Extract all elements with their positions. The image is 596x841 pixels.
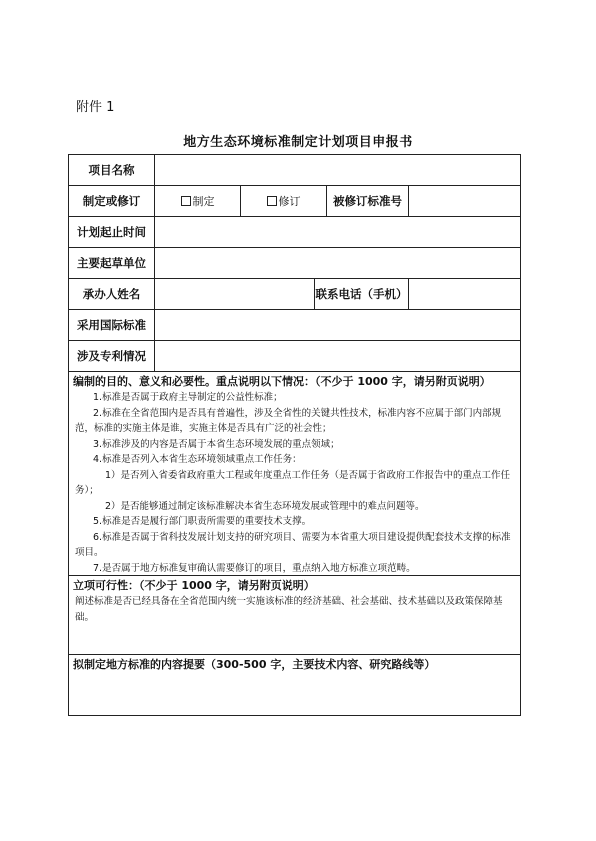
make-or-revise-label: 制定或修订 xyxy=(69,186,155,216)
project-name-label: 项目名称 xyxy=(69,155,155,185)
purpose-line: 7.是否属于地方标准复审确认需要修订的项目，重点纳入地方标准立项范畴。 xyxy=(93,562,416,574)
contact-name-field[interactable] xyxy=(155,279,315,309)
row-plan-period xyxy=(69,217,520,248)
application-form-table xyxy=(68,154,521,716)
option-revise[interactable] xyxy=(241,186,327,216)
row-contact xyxy=(69,279,520,310)
row-project-name xyxy=(69,155,520,186)
attachment-label: 附件 1 xyxy=(76,100,115,115)
section-purpose[interactable] xyxy=(69,372,520,576)
checkbox-revise-icon[interactable] xyxy=(267,196,277,206)
main-drafter-label: 主要起草单位 xyxy=(69,248,155,278)
purpose-line: 3.标准涉及的内容是否属于本省生态环境发展的重点领域； xyxy=(93,438,340,450)
contact-phone-field[interactable] xyxy=(409,279,520,309)
purpose-heading: 编制的目的、意义和必要性。重点说明以下情况：（不少于 1000 字，请另附页说明） xyxy=(73,375,491,388)
purpose-line: 6.标准是否属于省科技发展计划支持的研究项目、需要为本省重大项目建设提供配套技术支撑的标准项目。 xyxy=(75,531,511,558)
purpose-line: 4.标准是否列入本省生态环境领域重点工作任务： xyxy=(93,454,302,465)
content-summary-heading: 拟制定地方标准的内容提要（300-500 字，主要技术内容、研究路线等） xyxy=(73,658,436,671)
option-revise-label: 修订 xyxy=(278,195,301,208)
patent-field[interactable] xyxy=(155,341,520,371)
feasibility-body xyxy=(69,593,520,625)
revised-std-no-label: 被修订标准号 xyxy=(327,186,409,216)
purpose-line: 1.标准是否属于政府主导制定的公益性标准； xyxy=(93,392,283,403)
project-name-field[interactable] xyxy=(155,155,520,185)
feasibility-text: 阐述标准是否已经具备在全省范围内统一实施该标准的经济基础、社会基础、技术基础以及政策保障基础。 xyxy=(75,596,503,623)
main-drafter-field[interactable] xyxy=(155,248,520,278)
row-intl-std xyxy=(69,310,520,341)
row-patent xyxy=(69,341,520,372)
plan-period-label: 计划起止时间 xyxy=(69,217,155,247)
purpose-line: 5.标准是否是履行部门职责所需要的重要技术支撑。 xyxy=(93,516,312,527)
form-title: 地方生态环境标准制定计划项目申报书 xyxy=(183,135,413,150)
purpose-line: 2.标准在全省范围内是否具有普遍性，涉及全省性的关键共性技术，标准内容不应属于部门内部规范，标准的实施主体是谁，实施主体是否具有广泛的社会性； xyxy=(75,407,502,434)
plan-period-field[interactable] xyxy=(155,217,520,247)
row-make-or-revise xyxy=(69,186,520,217)
revised-std-no-field[interactable] xyxy=(409,186,520,216)
intl-std-field[interactable] xyxy=(155,310,520,340)
option-make[interactable] xyxy=(155,186,241,216)
patent-label: 涉及专利情况 xyxy=(69,341,155,371)
purpose-body xyxy=(69,389,520,576)
row-main-drafter xyxy=(69,248,520,279)
section-content-summary[interactable] xyxy=(69,655,520,715)
intl-std-label: 采用国际标准 xyxy=(69,310,155,340)
section-feasibility[interactable] xyxy=(69,576,520,655)
purpose-line: 2）是否能够通过制定该标准解决本省生态环境发展或管理中的难点问题等。 xyxy=(105,500,425,512)
checkbox-make-icon[interactable] xyxy=(181,196,191,206)
contact-phone-label: 联系电话（手机） xyxy=(315,279,409,309)
option-make-label: 制定 xyxy=(192,195,215,208)
purpose-line: 1）是否列入省委省政府重大工程或年度重点工作任务（是否属于省政府工作报告中的重点工作任务）； xyxy=(75,469,511,496)
contact-name-label: 承办人姓名 xyxy=(69,279,155,309)
feasibility-heading: 立项可行性：（不少于 1000 字，请另附页说明） xyxy=(73,579,315,592)
